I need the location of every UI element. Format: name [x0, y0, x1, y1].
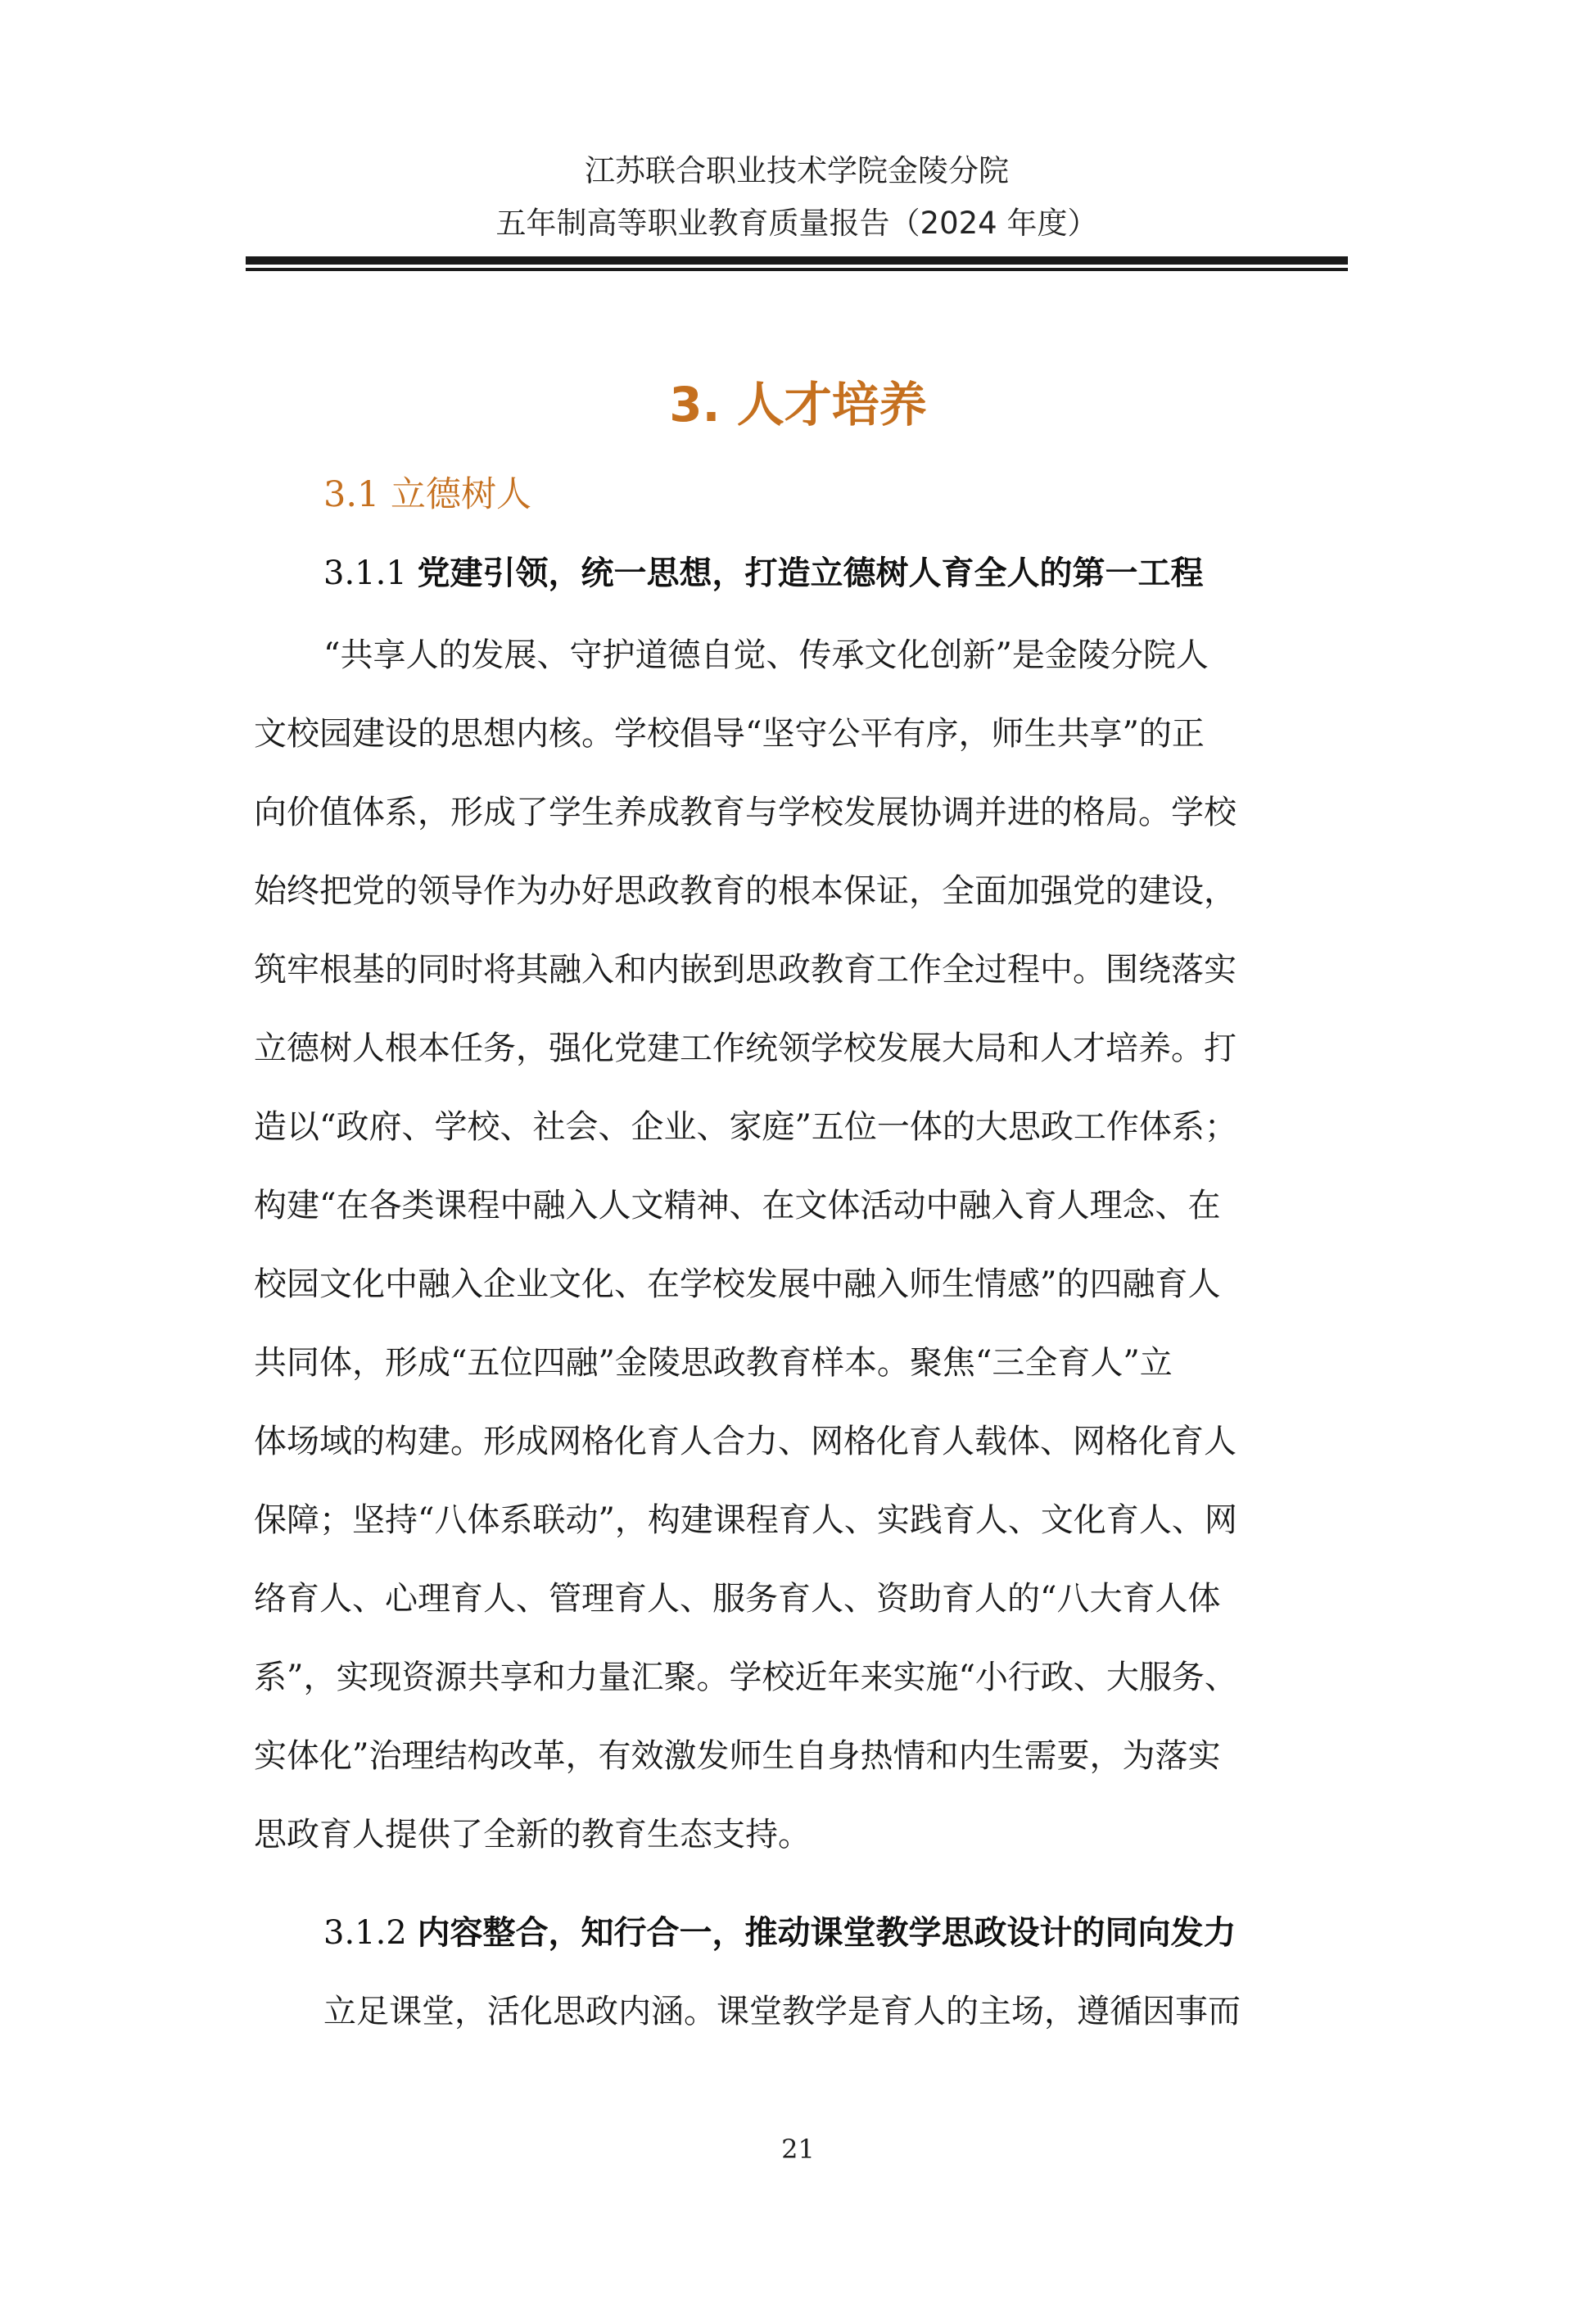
paragraph-line: 造以“政府、学校、社会、企业、家庭”五位一体的大思政工作体系；	[254, 1108, 1237, 1146]
paragraph-line: 思政育人提供了全新的教育生态支持。	[254, 1816, 811, 1854]
subsection-heading-2	[323, 1908, 1237, 1958]
paragraph-line: 校园文化中融入企业文化、在学校发展中融入师生情感”的四融育人	[254, 1265, 1221, 1303]
chapter-title: 3. 人才培养	[669, 377, 927, 432]
header-divider-thin	[246, 268, 1348, 271]
paragraph-line: 共同体，形成“五位四融”金陵思政教育样本。聚焦“三全育人”立	[254, 1344, 1173, 1382]
paragraph-line: 始终把党的领导作为办好思政教育的根本保证，全面加强党的建设，	[254, 872, 1237, 910]
header-divider-thick	[246, 256, 1348, 265]
header-institution: 江苏联合职业技术学院金陵分院	[585, 153, 1009, 188]
subsection-title: 党建引领，统一思想，打造立德树人育全人的第一工程	[417, 554, 1204, 592]
paragraph-line: 保障；坚持“八体系联动”，构建课程育人、实践育人、文化育人、网	[254, 1501, 1237, 1539]
page-number: 21	[781, 2134, 815, 2165]
paragraph-line: 体场域的构建。形成网格化育人合力、网格化育人载体、网格化育人	[254, 1423, 1237, 1460]
paragraph-line: 向价值体系，形成了学生养成教育与学校发展协调并进的格局。学校	[254, 794, 1237, 831]
subsection-heading-1	[323, 549, 1204, 598]
paragraph-line: “共享人的发展、守护道德自觉、传承文化创新”是金陵分院人	[323, 636, 1209, 674]
subsection-title: 内容整合，知行合一，推动课堂教学思政设计的同向发力	[417, 1914, 1237, 1952]
paragraph-line: 立德树人根本任务，强化党建工作统领学校发展大局和人才培养。打	[254, 1030, 1237, 1067]
header-report-title: 五年制高等职业教育质量报告（2024 年度）	[495, 206, 1098, 241]
paragraph-line: 构建“在各类课程中融入人文精神、在文体活动中融入育人理念、在	[254, 1187, 1221, 1224]
paragraph-line: 络育人、心理育人、管理育人、服务育人、资助育人的“八大育人体	[254, 1580, 1221, 1618]
paragraph-line: 文校园建设的思想内核。学校倡导“坚守公平有序，师生共享”的正	[254, 715, 1205, 753]
paragraph-line: 系”，实现资源共享和力量汇聚。学校近年来实施“小行政、大服务、	[254, 1659, 1237, 1696]
subsection-number: 3.1.2	[323, 1914, 418, 1952]
section-title: 3.1 立德树人	[323, 474, 532, 515]
paragraph-line: 实体化”治理结构改革，有效激发师生自身热情和内生需要，为落实	[254, 1737, 1221, 1775]
paragraph-line: 立足课堂，活化思政内涵。课堂教学是育人的主场，遵循因事而	[323, 1993, 1241, 2030]
subsection-number: 3.1.1	[323, 554, 418, 592]
body-paragraph-1	[254, 616, 1237, 1874]
paragraph-line: 筑牢根基的同时将其融入和内嵌到思政教育工作全过程中。围绕落实	[254, 951, 1237, 989]
body-paragraph-2	[254, 1972, 1241, 2051]
